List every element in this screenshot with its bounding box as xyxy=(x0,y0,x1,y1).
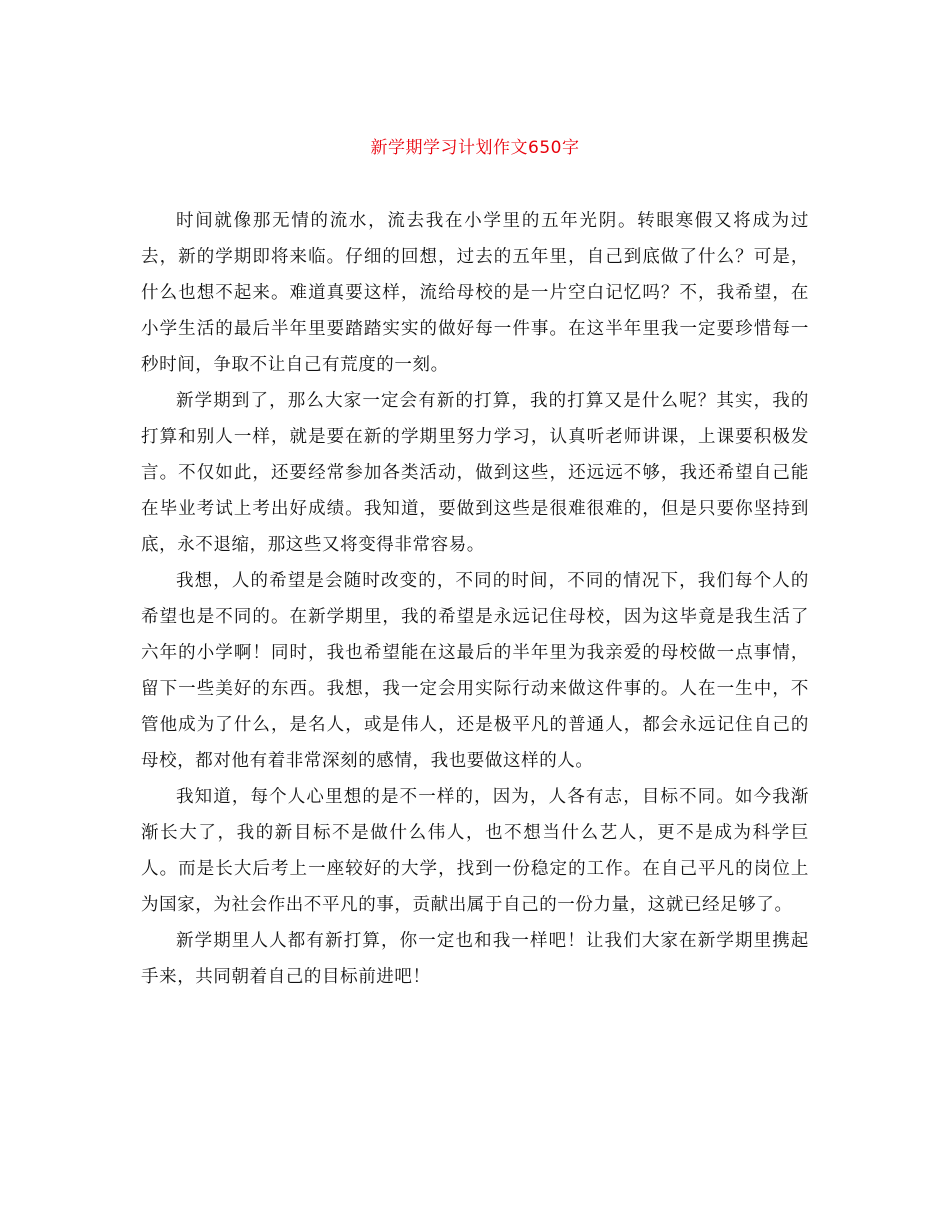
paragraph-2: 新学期到了，那么大家一定会有新的打算，我的打算又是什么呢？其实，我的打算和别人一样，就是要在新的学期里努力学习，认真听老师讲课，上课要积极发言。不仅如此，还要经常参加各类活动，做到这些，还远远不够，我还希望自己能在毕业考试上考出好成绩。我知道，要做到这些是很难很难的，但是只要你坚持到底，永不退缩，那这些又将变得非常容易。 xyxy=(141,391,809,555)
paragraph-5: 新学期里人人都有新打算，你一定也和我一样吧！让我们大家在新学期里携起手来，共同朝着自己的目标前进吧！ xyxy=(141,931,809,987)
paragraph-4: 我知道，每个人心里想的是不一样的，因为，人各有志，目标不同。如今我渐渐长大了，我的新目标不是做什么伟人，也不想当什么艺人，更不是成为科学巨人。而是长大后考上一座较好的大学，找到一份稳定的工作。在自己平凡的岗位上为国家，为社会作出不平凡的事，贡献出属于自己的一份力量，这就已经足够了。 xyxy=(141,787,809,915)
paragraph-1: 时间就像那无情的流水，流去我在小学里的五年光阴。转眼寒假又将成为过去，新的学期即将来临。仔细的回想，过去的五年里，自己到底做了什么？可是，什么也想不起来。难道真要这样，流给母校的是一片空白记忆吗？不，我希望，在小学生活的最后半年里要踏踏实实的做好每一件事。在这半年里我一定要珍惜每一秒时间，争取不让自己有荒度的一刻。 xyxy=(141,211,809,375)
paragraph-3: 我想，人的希望是会随时改变的，不同的时间，不同的情况下，我们每个人的希望也是不同的。在新学期里，我的希望是永远记住母校，因为这毕竟是我生活了六年的小学啊！同时，我也希望能在这最后的半年里为我亲爱的母校做一点事情，留下一些美好的东西。我想，我一定会用实际行动来做这件事的。人在一生中，不管他成为了什么，是名人，或是伟人，还是极平凡的普通人，都会永远记住自己的母校，都对他有着非常深刻的感情，我也要做这样的人。 xyxy=(141,571,809,771)
document-title: 新学期学习计划作文650字 xyxy=(370,138,580,158)
document-body xyxy=(141,203,809,995)
